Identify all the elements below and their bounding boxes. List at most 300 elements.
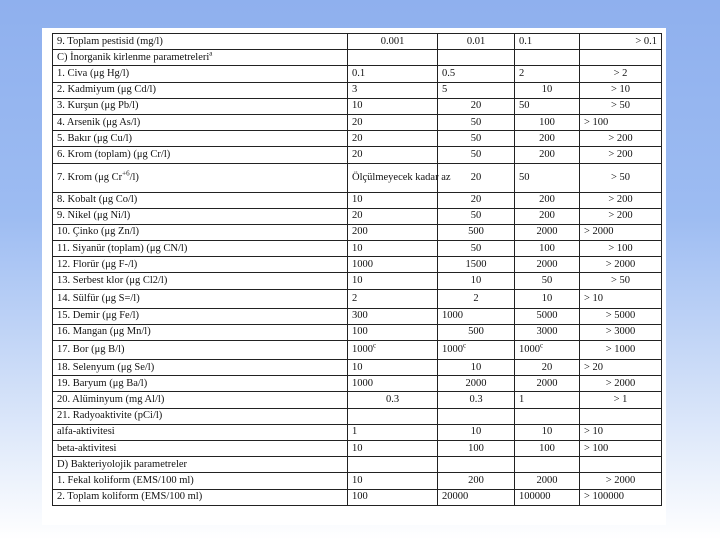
class-4-value-cell — [580, 98, 662, 114]
class-1-value: 20 — [352, 132, 363, 144]
class-4-value: > 100 — [584, 442, 609, 454]
class-1-value-cell — [348, 440, 438, 456]
table-row — [53, 50, 662, 66]
class-4-value: > 5000 — [605, 310, 636, 322]
parameter-name: 6. Krom (toplam) (μg Cr/l) — [57, 148, 171, 160]
parameter-name-cell — [53, 457, 348, 473]
class-1-value: Ölçülmeyecek kadar az — [352, 171, 451, 183]
parameter-name: 5. Bakır (μg Cu/l) — [57, 132, 133, 144]
class-1-value: 200 — [352, 226, 368, 238]
parameter-name: 18. Selenyum (μg Se/l) — [57, 361, 155, 373]
class-2-value-cell — [438, 457, 515, 473]
parameter-name-cell — [53, 376, 348, 392]
parameter-name-cell — [53, 82, 348, 98]
class-2-value-cell — [438, 66, 515, 82]
class-4-value-cell — [580, 324, 662, 340]
parameter-name: alfa-aktivitesi — [57, 426, 115, 438]
parameter-name-cell — [53, 98, 348, 114]
class-3-value: 1000 — [519, 344, 540, 355]
class-1-value-cell — [348, 308, 438, 324]
class-3-value-cell — [515, 440, 580, 456]
class-3-value: 50 — [541, 275, 553, 287]
class-2-value: 0.5 — [442, 67, 456, 79]
class-2-value: 50 — [470, 132, 482, 144]
class-2-value-cell — [438, 392, 515, 408]
parameter-name-cell — [53, 473, 348, 489]
class-4-value-cell — [580, 457, 662, 473]
parameter-name-cell — [53, 324, 348, 340]
parameter-name: 12. Florür (μg F-/l) — [57, 258, 138, 270]
class-2-value: 5 — [442, 84, 448, 96]
table-row — [53, 147, 662, 163]
class-4-value-cell — [580, 114, 662, 130]
class-4-value-cell — [580, 308, 662, 324]
table-row — [53, 308, 662, 324]
parameter-name-cell — [53, 66, 348, 82]
class-4-value: > 100000 — [584, 491, 625, 503]
class-3-value: 2 — [519, 67, 525, 79]
class-1-value: 10 — [352, 361, 363, 373]
class-4-value: > 10 — [584, 292, 604, 304]
table-row — [53, 360, 662, 376]
table-body — [53, 34, 662, 506]
class-1-value-cell — [348, 50, 438, 66]
class-3-value-cell — [515, 457, 580, 473]
class-4-value-cell — [580, 289, 662, 308]
parameter-name: 14. Sülfür (μg S=/l) — [57, 292, 140, 304]
class-2-value: 2000 — [465, 377, 487, 389]
parameter-name-cell — [53, 489, 348, 505]
class-1-value: 10 — [352, 242, 363, 254]
class-4-value-cell — [580, 341, 662, 360]
class-1-value-cell — [348, 273, 438, 289]
class-2-value: 10 — [470, 426, 482, 438]
class-4-value-cell — [580, 408, 662, 424]
class-4-value: > 2000 — [605, 377, 636, 389]
class-3-value: 2000 — [536, 226, 558, 238]
table-row — [53, 163, 662, 192]
parameter-name-cell — [53, 289, 348, 308]
class-2-value-cell — [438, 131, 515, 147]
class-4-value-cell — [580, 66, 662, 82]
table-row — [53, 257, 662, 273]
class-2-value-cell — [438, 273, 515, 289]
class-2-value: 0.01 — [466, 35, 486, 47]
value-superscript: c — [540, 341, 544, 350]
class-3-value: 10 — [541, 426, 553, 438]
class-3-value-cell — [515, 114, 580, 130]
class-3-value-cell — [515, 257, 580, 273]
parameter-name-cell — [53, 408, 348, 424]
parameter-name-cell — [53, 424, 348, 440]
class-4-value: > 20 — [584, 361, 604, 373]
class-4-value-cell — [580, 440, 662, 456]
class-3-value-cell — [515, 50, 580, 66]
class-2-value-cell — [438, 408, 515, 424]
parameter-name: D) Bakteriyolojik parametreler — [57, 458, 188, 470]
class-1-value-cell — [348, 98, 438, 114]
class-2-value-cell — [438, 440, 515, 456]
class-1-value: 0.001 — [380, 35, 405, 47]
class-3-value: 50 — [519, 100, 530, 112]
class-3-value-cell — [515, 208, 580, 224]
class-2-value-cell — [438, 324, 515, 340]
class-1-value-cell — [348, 360, 438, 376]
class-3-value-cell — [515, 241, 580, 257]
table-row — [53, 424, 662, 440]
parameter-name-cell — [53, 257, 348, 273]
table-row — [53, 224, 662, 240]
class-4-value: > 10 — [610, 84, 631, 96]
parameter-name: 20. Alüminyum (mg Al/l) — [57, 393, 165, 405]
class-1-value: 300 — [352, 310, 368, 322]
class-2-value: 500 — [468, 326, 484, 338]
class-3-value-cell — [515, 360, 580, 376]
table-row — [53, 324, 662, 340]
table-row — [53, 34, 662, 50]
class-4-value-cell — [580, 392, 662, 408]
class-4-value: > 50 — [610, 171, 631, 183]
class-1-value: 10 — [352, 442, 363, 454]
class-3-value-cell — [515, 341, 580, 360]
class-4-value-cell — [580, 424, 662, 440]
class-4-value-cell — [580, 163, 662, 192]
parameter-name: 4. Arsenik (μg As/l) — [57, 116, 141, 128]
class-2-value-cell — [438, 34, 515, 50]
table-row — [53, 440, 662, 456]
table-row — [53, 289, 662, 308]
class-3-value-cell — [515, 473, 580, 489]
class-4-value: > 200 — [608, 194, 633, 206]
class-1-value-cell — [348, 163, 451, 192]
class-3-value: 20 — [541, 361, 553, 373]
class-3-value: 200 — [539, 132, 555, 144]
value-superscript: c — [463, 341, 467, 350]
class-4-value-cell — [580, 360, 662, 376]
parameter-name-cell — [53, 241, 348, 257]
class-1-value-cell — [348, 473, 438, 489]
class-1-value: 1000 — [352, 377, 373, 389]
class-1-value-cell — [348, 457, 438, 473]
class-3-value: 50 — [519, 171, 530, 183]
class-1-value: 20 — [352, 116, 363, 128]
table-row — [53, 82, 662, 98]
table-row — [53, 376, 662, 392]
parameter-name: 10. Çinko (μg Zn/l) — [57, 226, 140, 238]
class-2-value: 20 — [470, 100, 482, 112]
parameter-name: 17. Bor (μg B/l) — [57, 344, 125, 355]
class-3-value: 200 — [539, 148, 555, 160]
class-2-value-cell — [438, 224, 515, 240]
class-4-value: > 50 — [610, 100, 631, 112]
parameter-name: 8. Kobalt (μg Co/l) — [57, 194, 138, 206]
table-row — [53, 98, 662, 114]
class-4-value: > 1 — [613, 393, 628, 405]
class-4-value-cell — [580, 82, 662, 98]
class-3-value-cell — [515, 147, 580, 163]
class-4-value: > 200 — [608, 210, 633, 222]
class-3-value-cell — [515, 376, 580, 392]
class-4-value-cell — [580, 192, 662, 208]
parameter-name: 13. Serbest klor (μg Cl2/l) — [57, 275, 168, 287]
class-1-value-cell — [348, 489, 438, 505]
parameter-name: beta-aktivitesi — [57, 442, 117, 454]
class-2-value-cell — [438, 98, 515, 114]
class-3-value-cell — [515, 66, 580, 82]
parameter-name-cell — [53, 34, 348, 50]
class-3-value: 3000 — [536, 326, 558, 338]
class-2-value: 20 — [470, 194, 482, 206]
parameter-name: 9. Toplam pestisid (mg/l) — [57, 35, 163, 47]
class-4-value: > 100 — [584, 116, 609, 128]
class-3-value: 100000 — [519, 491, 551, 503]
class-4-value: > 200 — [608, 148, 633, 160]
class-2-value-cell — [438, 473, 515, 489]
class-3-value: 100 — [539, 116, 555, 128]
class-1-value: 10 — [352, 275, 363, 287]
class-3-value-cell — [515, 82, 580, 98]
class-4-value: > 1000 — [605, 344, 636, 355]
class-2-value-cell — [438, 208, 515, 224]
class-3-value-cell — [515, 424, 580, 440]
class-2-value-cell — [438, 341, 515, 360]
class-3-value-cell — [515, 192, 580, 208]
class-4-value: > 0.1 — [635, 35, 657, 47]
parameter-name-cell — [53, 308, 348, 324]
class-1-value-cell — [348, 114, 438, 130]
class-1-value: 100 — [352, 326, 368, 338]
class-1-value: 10 — [352, 100, 363, 112]
class-4-value-cell — [580, 131, 662, 147]
table-row — [53, 489, 662, 505]
class-1-value-cell — [348, 424, 438, 440]
parameter-name: 9. Nikel (μg Ni/l) — [57, 210, 131, 222]
value-superscript: c — [373, 341, 377, 350]
parameter-name-cell — [53, 341, 348, 360]
class-3-value-cell — [515, 489, 580, 505]
parameter-superscript: a — [209, 49, 213, 58]
class-3-value-cell — [515, 131, 580, 147]
table-row — [53, 241, 662, 257]
class-4-value-cell — [580, 241, 662, 257]
class-2-value-cell — [438, 257, 515, 273]
parameter-name: 7. Krom (μg Cr — [57, 171, 123, 183]
class-1-value-cell — [348, 66, 438, 82]
parameter-name: 16. Mangan (μg Mn/l) — [57, 326, 151, 338]
parameter-name-cell — [53, 163, 348, 192]
parameter-name-cell — [53, 50, 348, 66]
class-1-value: 0.3 — [385, 393, 400, 405]
class-1-value: 100 — [352, 491, 368, 503]
class-3-value-cell — [515, 392, 580, 408]
class-1-value-cell — [348, 192, 438, 208]
parameter-name-cell — [53, 131, 348, 147]
class-1-value-cell — [348, 324, 438, 340]
table-row — [53, 131, 662, 147]
class-4-value-cell — [580, 257, 662, 273]
class-2-value: 50 — [470, 116, 482, 128]
parameter-name-cell — [53, 440, 348, 456]
class-2-value-cell — [438, 376, 515, 392]
class-1-value-cell — [348, 408, 438, 424]
class-2-value-cell — [438, 424, 515, 440]
class-2-value: 50 — [470, 210, 482, 222]
class-4-value-cell — [580, 147, 662, 163]
class-1-value: 20 — [352, 148, 363, 160]
class-3-value-cell — [515, 224, 580, 240]
class-4-value: > 2000 — [605, 474, 636, 486]
table-row — [53, 457, 662, 473]
class-2-value: 200 — [468, 474, 484, 486]
class-2-value-cell — [438, 82, 515, 98]
table-row — [53, 66, 662, 82]
class-1-value: 10 — [352, 474, 363, 486]
parameter-name: 2. Kadmiyum (μg Cd/l) — [57, 84, 156, 96]
class-1-value-cell — [348, 82, 438, 98]
class-2-value-cell — [438, 308, 515, 324]
parameter-name-tail: /l) — [129, 171, 139, 183]
class-2-value: 50 — [470, 148, 482, 160]
parameter-name: 21. Radyoaktivite (pCi/l) — [57, 410, 163, 422]
parameter-name-cell — [53, 208, 348, 224]
class-3-value: 1 — [519, 393, 525, 405]
parameter-name: 19. Baryum (μg Ba/l) — [57, 377, 148, 389]
class-4-value: > 2000 — [605, 258, 636, 270]
parameter-superscript: +6 — [122, 169, 130, 177]
class-1-value: 2 — [352, 292, 358, 304]
class-1-value: 10 — [352, 194, 363, 206]
class-1-value-cell — [348, 224, 438, 240]
class-3-value-cell — [515, 34, 580, 50]
class-1-value-cell — [348, 34, 438, 50]
class-1-value-cell — [348, 147, 438, 163]
class-1-value: 20 — [352, 210, 363, 222]
class-2-value-cell — [438, 192, 515, 208]
class-1-value-cell — [348, 392, 438, 408]
parameter-name-cell — [53, 224, 348, 240]
class-2-value-cell — [438, 360, 515, 376]
class-2-value: 1000 — [442, 344, 463, 355]
class-1-value-cell — [348, 208, 438, 224]
class-1-value: 1000 — [352, 258, 373, 270]
class-1-value: 1000 — [352, 344, 373, 355]
class-2-value: 1500 — [465, 258, 487, 270]
table-row — [53, 192, 662, 208]
class-3-value: 200 — [539, 194, 555, 206]
class-2-value-cell — [438, 114, 515, 130]
table-row — [53, 392, 662, 408]
class-2-value: 2 — [473, 292, 479, 304]
water-quality-parameter-table — [52, 33, 662, 506]
class-4-value-cell — [580, 34, 662, 50]
class-4-value-cell — [580, 273, 662, 289]
class-2-value-cell — [438, 489, 515, 505]
class-3-value-cell — [515, 324, 580, 340]
class-1-value: 3 — [352, 84, 358, 96]
class-3-value: 10 — [541, 292, 553, 304]
class-2-value: 20000 — [442, 491, 469, 503]
parameter-name-cell — [53, 114, 348, 130]
parameter-name-cell — [53, 392, 348, 408]
parameter-name: 1. Civa (μg Hg/l) — [57, 67, 130, 79]
class-3-value: 2000 — [536, 258, 558, 270]
class-4-value: > 100 — [608, 242, 633, 254]
parameter-name-cell — [53, 360, 348, 376]
class-4-value: > 50 — [610, 275, 631, 287]
class-3-value: 2000 — [536, 377, 558, 389]
class-1-value-cell — [348, 131, 438, 147]
class-3-value: 2000 — [536, 474, 558, 486]
class-4-value-cell — [580, 376, 662, 392]
class-1-value-cell — [348, 289, 438, 308]
class-2-value-cell — [438, 289, 515, 308]
class-2-value: 500 — [468, 226, 484, 238]
class-3-value-cell — [515, 163, 580, 192]
class-2-value: 100 — [468, 442, 484, 454]
class-3-value: 100 — [539, 242, 555, 254]
class-2-value-cell — [438, 50, 515, 66]
class-3-value-cell — [515, 98, 580, 114]
class-1-value: 1 — [352, 426, 358, 438]
class-4-value-cell — [580, 50, 662, 66]
class-2-value: 10 — [470, 275, 482, 287]
parameter-name-cell — [53, 273, 348, 289]
table-row — [53, 341, 662, 360]
class-3-value: 200 — [539, 210, 555, 222]
class-2-value: 10 — [470, 361, 482, 373]
class-2-value-cell — [438, 147, 515, 163]
table-row — [53, 208, 662, 224]
class-3-value: 5000 — [536, 310, 558, 322]
class-1-value-cell — [348, 241, 438, 257]
class-2-value: 20 — [470, 171, 482, 183]
table-row — [53, 114, 662, 130]
class-4-value-cell — [580, 489, 662, 505]
class-4-value: > 3000 — [605, 326, 636, 338]
parameter-name: C) İnorganik kirlenme parametreleri — [57, 51, 210, 63]
class-2-value-cell — [438, 241, 515, 257]
class-2-value: 1000 — [442, 310, 463, 322]
class-2-value: 50 — [470, 242, 482, 254]
class-3-value-cell — [515, 408, 580, 424]
class-3-value-cell — [515, 289, 580, 308]
class-4-value: > 2 — [613, 67, 628, 79]
parameter-name: 3. Kurşun (μg Pb/l) — [57, 100, 139, 112]
parameter-name-cell — [53, 192, 348, 208]
table-row — [53, 408, 662, 424]
class-1-value-cell — [348, 341, 438, 360]
class-4-value-cell — [580, 208, 662, 224]
parameter-name: 11. Siyanür (toplam) (μg CN/l) — [57, 242, 188, 254]
class-4-value: > 200 — [608, 132, 633, 144]
table-row — [53, 273, 662, 289]
class-4-value: > 10 — [584, 426, 604, 438]
table-row — [53, 473, 662, 489]
class-3-value: 0.1 — [519, 35, 533, 47]
parameter-name-cell — [53, 147, 348, 163]
class-4-value-cell — [580, 473, 662, 489]
class-1-value-cell — [348, 257, 438, 273]
parameter-name: 1. Fekal koliform (EMS/100 ml) — [57, 474, 194, 486]
parameter-name: 15. Demir (μg Fe/l) — [57, 310, 140, 322]
class-4-value: > 2000 — [584, 226, 614, 238]
class-4-value-cell — [580, 224, 662, 240]
class-1-value-cell — [348, 376, 438, 392]
parameter-name: 2. Toplam koliform (EMS/100 ml) — [57, 491, 203, 503]
class-3-value-cell — [515, 308, 580, 324]
class-3-value: 10 — [541, 84, 553, 96]
class-3-value-cell — [515, 273, 580, 289]
